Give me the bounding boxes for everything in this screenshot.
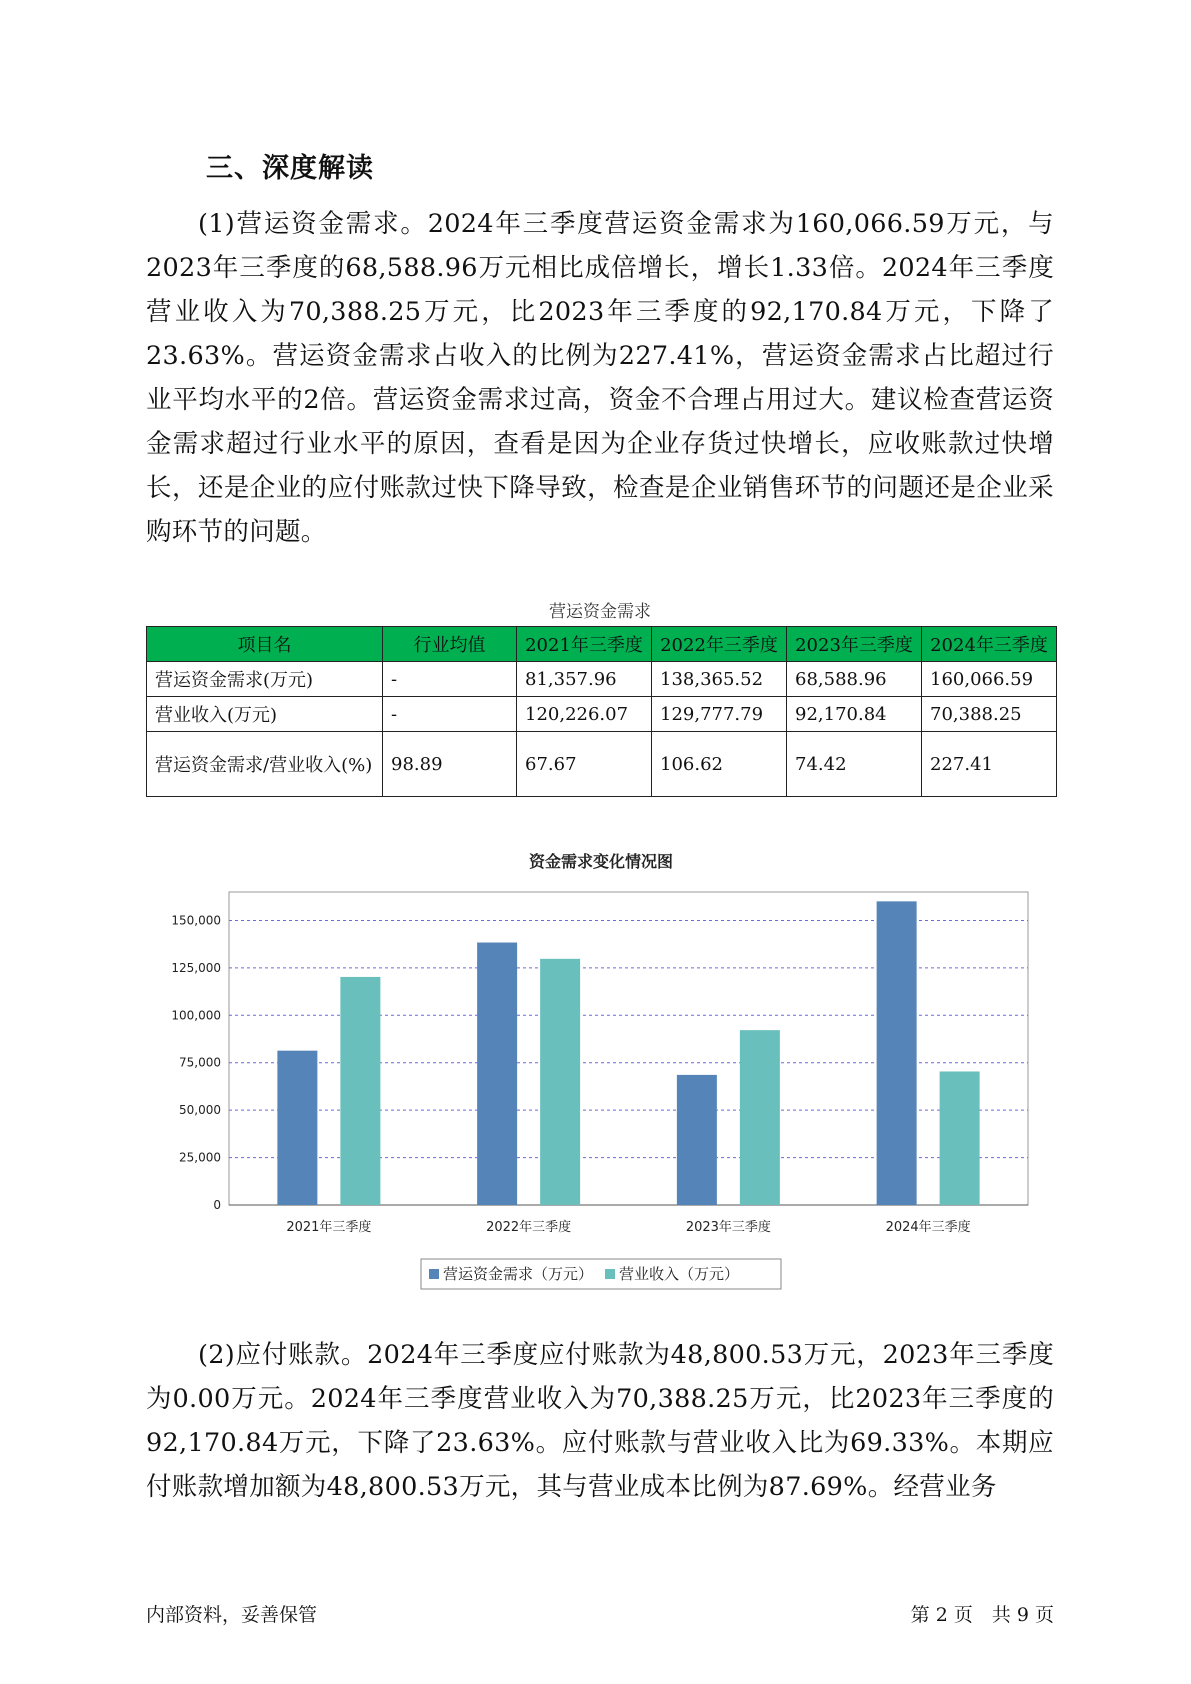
x-axis-labels <box>286 1219 970 1235</box>
bar <box>277 1051 317 1205</box>
table-cell: 92,170.84 <box>787 697 922 732</box>
table-cell: 81,357.96 <box>517 662 652 697</box>
header-cell: 行业均值 <box>383 627 517 662</box>
y-tick-label: 100,000 <box>171 1008 221 1023</box>
table-cell: 68,588.96 <box>787 662 922 697</box>
header-cell: 2022年三季度 <box>652 627 787 662</box>
legend-label: 营运资金需求（万元） <box>443 1265 594 1283</box>
table-cell: 营业收入(万元) <box>147 697 383 732</box>
table-cell: 67.67 <box>517 732 652 797</box>
paragraph-accounts-payable: (2)应付账款。2024年三季度应付账款为48,800.53万元，2023年三季度为0.00万元。2024年三季度营业收入为70,388.25万元，比2023年三季度的92,170.84万元，下降了23.63%。应付账款与营业收入比为69.33%。本期应付账款增加额为48,800.53万元，其与营业成本比例为87.69%。经营业务 <box>146 1340 1054 1502</box>
y-tick-label: 25,000 <box>179 1150 221 1165</box>
legend-swatch <box>605 1269 615 1279</box>
chart-svg <box>146 840 1056 1300</box>
y-tick-label: 150,000 <box>171 913 221 928</box>
header-cell: 2023年三季度 <box>787 627 922 662</box>
y-tick-label: 0 <box>213 1198 221 1212</box>
footer-confidential: 内部资料，妥善保管 <box>146 1604 318 1626</box>
y-axis-ticks <box>171 913 221 1212</box>
y-tick-label: 75,000 <box>179 1055 221 1070</box>
table-header-row <box>147 627 1057 662</box>
chart-legend <box>421 1259 781 1289</box>
table-cell: - <box>383 697 517 732</box>
table-cell: 227.41 <box>922 732 1057 797</box>
table-cell: - <box>383 662 517 697</box>
bar <box>940 1071 980 1205</box>
working-capital-table <box>146 626 1057 797</box>
y-tick-label: 125,000 <box>171 960 221 975</box>
table-cell: 营运资金需求/营业收入(%) <box>147 732 383 797</box>
footer-page-number: 第 2 页 共 9 页 <box>910 1604 1054 1626</box>
x-category-label: 2021年三季度 <box>286 1220 372 1235</box>
bar <box>740 1030 780 1205</box>
table-cell: 120,226.07 <box>517 697 652 732</box>
table-caption: 营运资金需求 <box>549 602 651 622</box>
table-cell: 70,388.25 <box>922 697 1057 732</box>
table-cell: 106.62 <box>652 732 787 797</box>
bar <box>477 943 517 1205</box>
header-cell: 2024年三季度 <box>922 627 1057 662</box>
header-cell: 项目名 <box>147 627 383 662</box>
bar <box>877 901 917 1205</box>
header-cell: 2021年三季度 <box>517 627 652 662</box>
table-cell: 74.42 <box>787 732 922 797</box>
bar <box>540 959 580 1205</box>
table-cell: 129,777.79 <box>652 697 787 732</box>
table-cell: 138,365.52 <box>652 662 787 697</box>
table-row <box>147 732 1057 797</box>
bar-chart <box>146 840 1056 1300</box>
table-row <box>147 697 1057 732</box>
table-row <box>147 662 1057 697</box>
bar <box>340 977 380 1205</box>
table-cell: 98.89 <box>383 732 517 797</box>
legend-swatch <box>429 1269 439 1279</box>
x-category-label: 2022年三季度 <box>486 1220 572 1235</box>
table-cell: 160,066.59 <box>922 662 1057 697</box>
x-category-label: 2024年三季度 <box>885 1220 971 1235</box>
y-tick-label: 50,000 <box>179 1103 221 1118</box>
section-heading: 三、深度解读 <box>206 153 374 184</box>
table-cell: 营运资金需求(万元) <box>147 662 383 697</box>
x-category-label: 2023年三季度 <box>685 1220 771 1235</box>
legend-label: 营业收入（万元） <box>619 1265 740 1283</box>
chart-title: 资金需求变化情况图 <box>528 852 674 871</box>
paragraph-working-capital: (1)营运资金需求。2024年三季度营运资金需求为160,066.59万元，与2023年三季度的68,588.96万元相比成倍增长，增长1.33倍。2024年三季度营业收入为70,388.25万元，比2023年三季度的92,170.84万元，下降了23.63%。营运资金需求占收入的比例为227.41%，营运资金需求占比超过行业平均水平的2倍。营运资金需求过高，资金不合理占用过大。建议检查营运资金需求超过行业水平的原因，查看是因为企业存货过快增长，应收账款过快增长，还是企业的应付账款过快下降导致，检查是企业销售环节的问题还是企业采购环节的问题。 <box>146 209 1054 547</box>
bar <box>677 1075 717 1205</box>
